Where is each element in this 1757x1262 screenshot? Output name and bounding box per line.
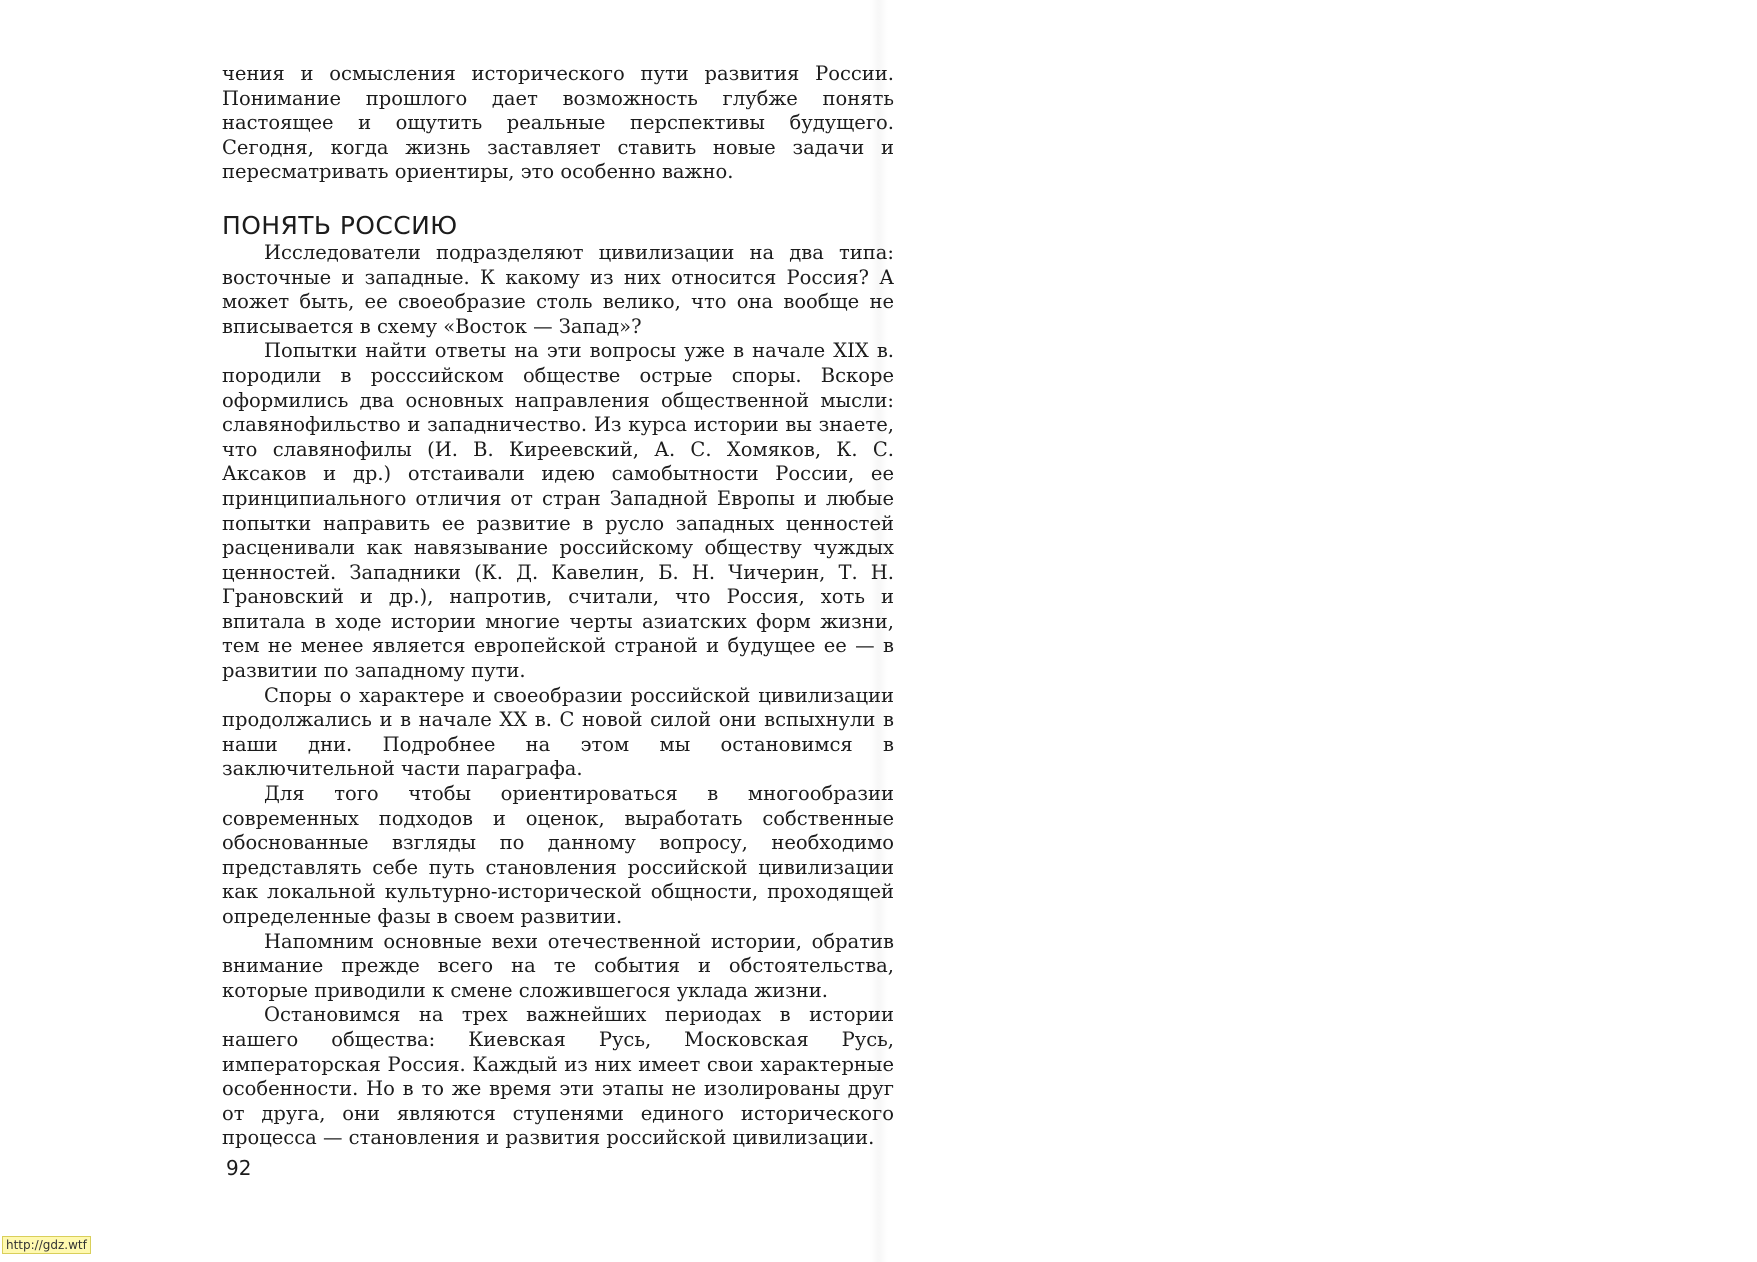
source-watermark-link[interactable]: http://gdz.wtf <box>2 1236 91 1254</box>
intro-paragraph: чения и осмысления исторического пути развития России. Понимание прошлого дает возможность глубже понять настоящее и ощутить реальные перспективы будущего. Сегодня, когда жизнь заставляет ставить новые задачи и пересматривать ориентиры, это особенно важно. <box>222 62 894 184</box>
body-paragraph: Остановимся на трех важнейших периодах в истории нашего общества: Киевская Русь, Московская Русь, императорская Россия. Каждый из них имеет свои характерные особенности. Но в то же время эти этапы не изолированы друг от друга, они являются ступенями единого исторического процесса — становления и развития российской цивилизации. <box>222 1003 894 1150</box>
page-number-left: 92 <box>226 1156 252 1180</box>
body-paragraph: Споры о характере и своеобразии российской цивилизации продолжались и в начале XX в. С новой силой они вспыхнули в наши дни. Подробнее на этом мы остановимся в заключительной части параграфа. <box>222 683 894 781</box>
body-paragraph: Напомним основные вехи отечественной истории, обратив внимание прежде всего на те события и обстоятельства, которые приводили к смене сложившегося уклада жизни. <box>222 929 894 1002</box>
right-page <box>878 0 1757 1262</box>
body-paragraph: Исследователи подразделяют цивилизации на два типа: восточные и западные. К какому из них относится Россия? А может быть, ее своеобразие столь велико, что она вообще не вписывается в схему «Восток — Запад»? <box>222 240 894 338</box>
left-text-column <box>222 62 894 1151</box>
body-paragraph: Попытки найти ответы на эти вопросы уже в начале XIX в. породили в росссийском обществе острые споры. Вскоре оформились два основных направления общественной мысли: славянофильство и западничество. Из курса истории вы знаете, что славянофилы (И. В. Киреевский, А. С. Хомяков, К. С. Аксаков и др.) отстаивали идею самобытности России, ее принципиального отличия от стран Западной Европы и любые попытки направить ее развитие в русло западных ценностей расценивали как навязывание российскому обществу чуждых ценностей. Западники (К. Д. Кавелин, Б. Н. Чичерин, Т. Н. Грановский и др.), напротив, считали, что Россия, хоть и впитала в ходе истории многие черты азиатских форм жизни, тем не менее является европейской страной и будущее ее — в развитии по западному пути. <box>222 339 894 683</box>
section-heading-understand-russia: ПОНЯТЬ РОССИЮ <box>222 210 458 240</box>
body-paragraph: Для того чтобы ориентироваться в многообразии современных подходов и оценок, выработать собственные обоснованные взгляды по данному вопросу, необходимо представлять себе путь становления российской цивилизации как локальной культурно-исторической общности, проходящей определенные фазы в своем развитии. <box>222 782 894 928</box>
